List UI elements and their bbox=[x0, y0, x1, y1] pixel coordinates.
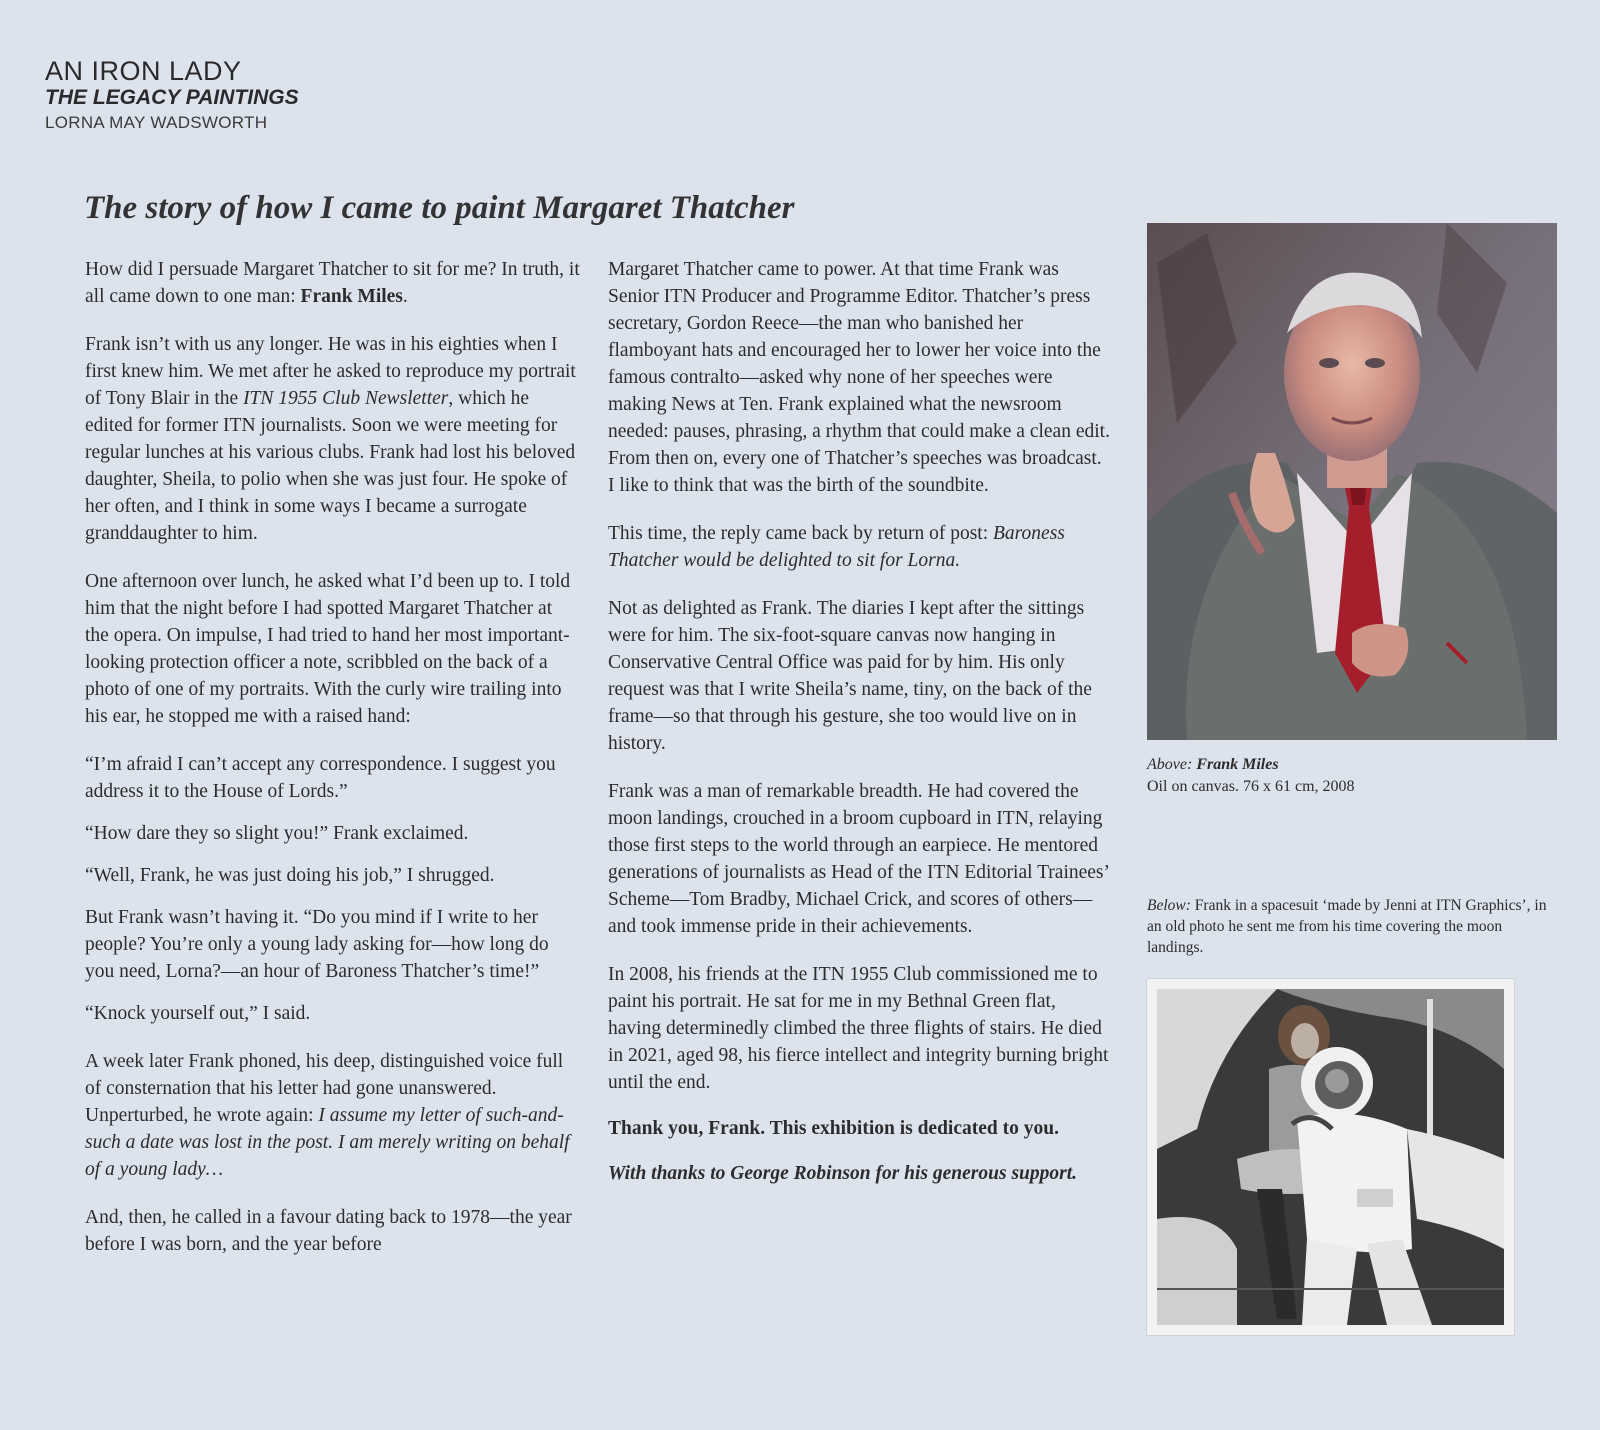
paragraph bbox=[85, 331, 580, 547]
text-column-left bbox=[85, 256, 580, 1279]
portrait-illustration bbox=[1147, 223, 1557, 740]
text-run: Frank isn’t with us any longer. He was in his eighties when I first knew him. We met after he asked to reproduce my portrait of Tony Blair in the bbox=[85, 334, 576, 409]
text-run: , which he edited for former ITN journalists. Soon we were meeting for regular lunches at his various clubs. Frank had lost his beloved daughter, Sheila, to polio when she was just four. He spoke of her often, and I think in some ways I became a surrogate granddaughter to him. bbox=[85, 388, 576, 544]
paragraph bbox=[85, 1048, 580, 1183]
spacesuit-photograph bbox=[1147, 979, 1514, 1335]
text-run: A week later Frank phoned, his deep, distinguished voice full of consternation that his letter had gone unanswered. Unperturbed, he wrote again: bbox=[85, 1051, 564, 1126]
photo-caption-label: Below: bbox=[1147, 897, 1191, 914]
paragraph: Not as delighted as Frank. The diaries I kept after the sittings were for him. The six-foot-square canvas now hanging in Conservative Central Office was paid for by him. His only request was that I write Sheila’s name, tiny, on the back of the frame—so that through his gesture, she too would live on in history. bbox=[608, 598, 1092, 754]
paragraph: One afternoon over lunch, he asked what I’d been up to. I told him that the night before I had spotted Margaret Thatcher at the opera. On impulse, I had tried to hand her most important-looking protection officer a note, scribbled on the back of a photo of one of my portraits. With the curly wire trailing into his ear, he stopped me with a raised hand: bbox=[85, 571, 571, 727]
painting-caption-details: Oil on canvas. 76 x 61 cm, 2008 bbox=[1147, 778, 1355, 795]
article-title: The story of how I came to paint Margaret Thatcher bbox=[84, 190, 795, 226]
paragraph: And, then, he called in a favour dating back to 1978—the year before I was born, and the year before bbox=[85, 1207, 572, 1255]
paragraph: “How dare they so slight you!” Frank exclaimed. bbox=[85, 823, 469, 844]
acknowledgement-text: With thanks to George Robinson for his generous support. bbox=[608, 1163, 1078, 1184]
paragraph bbox=[85, 256, 580, 310]
painting-caption-label: Above: bbox=[1147, 756, 1193, 773]
bold-text: Frank Miles bbox=[300, 286, 403, 307]
paragraph: But Frank wasn’t having it. “Do you mind if I write to her people? You’re only a young lady asking for—how long do you need, Lorna?—an hour of Baroness Thatcher’s time!” bbox=[85, 907, 549, 982]
exhibition-subtitle: THE LEGACY PAINTINGS bbox=[45, 86, 299, 109]
italic-text: ITN 1955 Club Newsletter bbox=[243, 388, 449, 409]
spacesuit-photo-illustration bbox=[1157, 989, 1504, 1325]
exhibition-header bbox=[45, 56, 299, 136]
frank-miles-portrait-painting bbox=[1147, 223, 1557, 740]
photo-caption bbox=[1147, 895, 1557, 958]
paragraph: Frank was a man of remarkable breadth. He had covered the moon landings, crouched in a broom cupboard in ITN, relaying those first steps to the world through an earpiece. He mentored generations of journalists as Head of the ITN Editorial Trainees’ Scheme—Tom Bradby, Michael Crick, and scores of others—and took immense pride in their achievements. bbox=[608, 781, 1109, 937]
paragraph bbox=[608, 520, 1110, 574]
artist-name: LORNA MAY WADSWORTH bbox=[45, 113, 268, 132]
text-run: This time, the reply came back by return of post: bbox=[608, 523, 994, 544]
paragraph: “Knock yourself out,” I said. bbox=[85, 1003, 311, 1024]
painting-caption bbox=[1147, 754, 1567, 798]
italic-text: Baroness Thatcher would be delighted to sit for Lorna. bbox=[608, 523, 1065, 571]
paragraph: “Well, Frank, he was just doing his job,” I shrugged. bbox=[85, 865, 495, 886]
text-run: . bbox=[402, 286, 408, 307]
photo-caption-text: Frank in a spacesuit ‘made by Jenni at ITN Graphics’, in an old photo he sent me from his time covering the moon landings. bbox=[1147, 897, 1547, 956]
text-run: How did I persuade Margaret Thatcher to sit for me? In truth, it all came down to one man: bbox=[85, 259, 580, 307]
paragraph: Margaret Thatcher came to power. At that time Frank was Senior ITN Producer and Programme Editor. Thatcher’s press secretary, Gordon Reece—the man who banished her flamboyant hats and encouraged her to lower her voice into the famous contralto—asked why none of her speeches were making News at Ten. Frank explained what the newsroom needed: pauses, phrasing, a rhythm that could make a clean edit. From then on, every one of Thatcher’s speeches was broadcast. I like to think that was the birth of the soundbite. bbox=[608, 259, 1110, 496]
italic-text: I assume my letter of such-and-such a date was lost in the post. I am merely writing on behalf of a young lady… bbox=[85, 1105, 570, 1180]
text-column-right bbox=[608, 256, 1110, 1207]
paragraph: In 2008, his friends at the ITN 1955 Club commissioned me to paint his portrait. He sat for me in my Bethnal Green flat, having determinedly climbed the three flights of stairs. He died in 2021, aged 98, his fierce intellect and integrity burning bright until the end. bbox=[608, 964, 1109, 1093]
dedication-text: Thank you, Frank. This exhibition is dedicated to you. bbox=[608, 1118, 1059, 1139]
paragraph: “I’m afraid I can’t accept any correspondence. I suggest you address it to the House of Lords.” bbox=[85, 754, 556, 802]
painting-caption-title: Frank Miles bbox=[1196, 756, 1279, 773]
exhibition-title: AN IRON LADY bbox=[45, 56, 242, 86]
